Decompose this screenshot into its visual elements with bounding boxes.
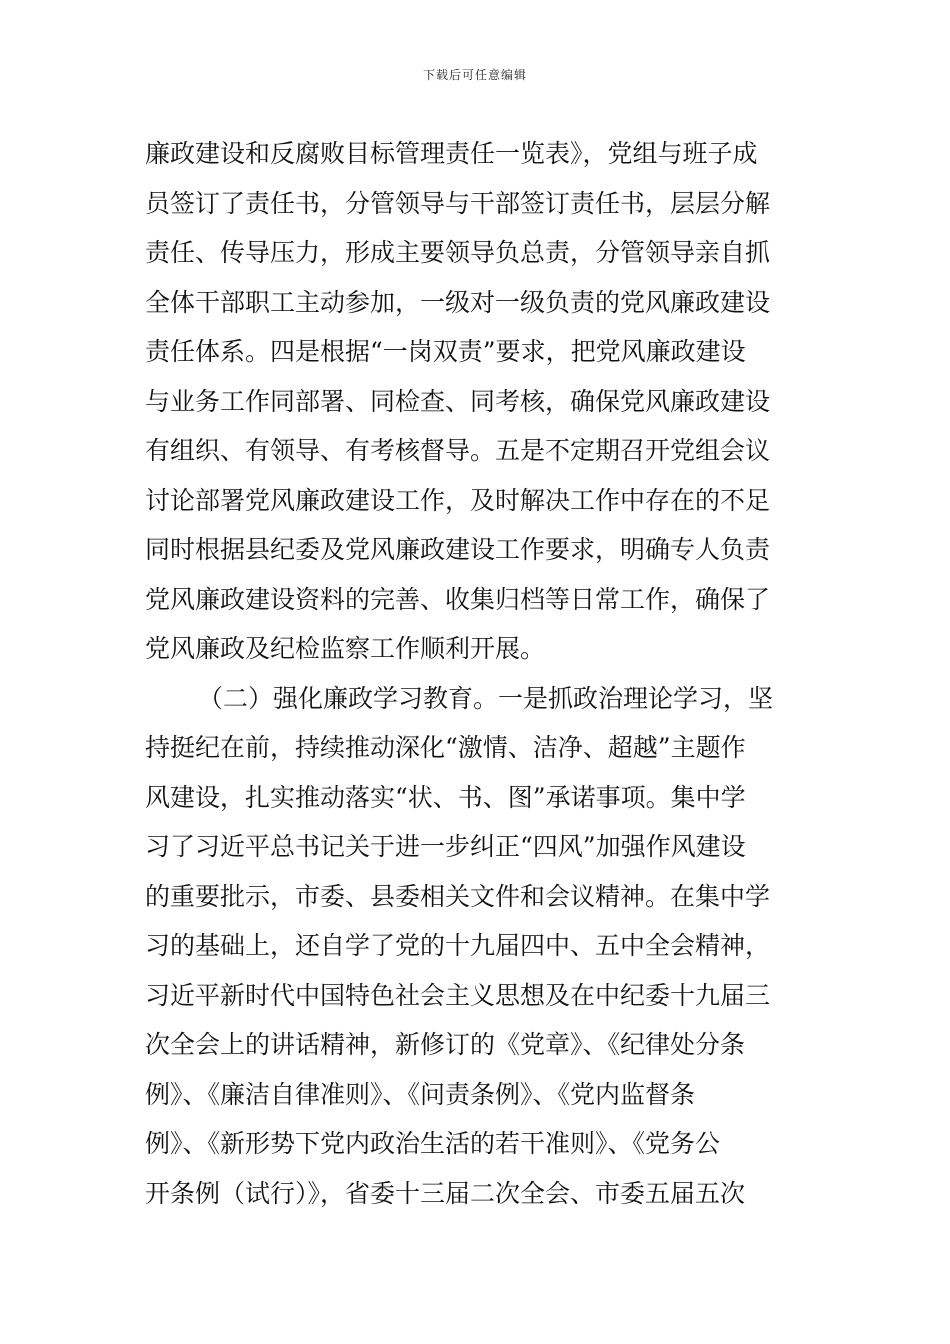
- text-line: 同时根据县纪委及党风廉政建设工作要求，明确专人负责: [145, 535, 771, 564]
- page-header: 下载后可任意编辑: [422, 68, 527, 82]
- text-line: 党风廉政建设资料的完善、收集归档等日常工作，确保了: [145, 584, 771, 614]
- text-line: 责任体系。四是根据“一岗双责”要求，把党风廉政建设: [145, 337, 746, 366]
- text-line: 全体干部职工主动参加，一级对一级负责的党风廉政建设: [145, 287, 771, 317]
- text-line: 次全会上的讲话精神，新修订的《党章》、《纪律处分条: [145, 1030, 746, 1059]
- text-line: 廉政建设和反腐败目标管理责任一览表》，党组与班子成: [145, 139, 758, 168]
- text-line: 员签订了责任书，分管领导与干部签订责任书，层层分解: [145, 188, 771, 218]
- text-line: 党风廉政及纪检监察工作顺利开展。: [145, 634, 546, 663]
- text-line: 责任、传导压力，形成主要领导负总责，分管领导亲自抓: [145, 238, 771, 267]
- text-line: 的重要批示，市委、县委相关文件和会议精神。在集中学: [145, 881, 771, 911]
- text-line: 讨论部署党风廉政建设工作，及时解决工作中存在的不足: [145, 485, 771, 515]
- section-heading-line: （二）强化廉政学习教育。一是抓政治理论学习，坚: [198, 683, 774, 713]
- text-line: 有组织、有领导、有考核督导。五是不定期召开党组会议: [145, 436, 771, 465]
- text-line: 习的基础上，还自学了党的十九届四中、五中全会精神，: [145, 931, 771, 960]
- text-line: 持挺纪在前，持续推动深化“激情、洁净、超越”主题作: [145, 733, 746, 762]
- text-line: 例》、《新形势下党内政治生活的若干准则》、《党务公: [145, 1129, 721, 1158]
- text-line: 开条例（试行）》，省委十三届二次全会、市委五届五次: [145, 1178, 746, 1208]
- text-line: 习近平新时代中国特色社会主义思想及在中纪委十九届三: [145, 980, 771, 1010]
- document-body: [145, 129, 815, 1218]
- text-line: 例》、《廉洁自律准则》、《问责条例》、《党内监督条: [145, 1079, 696, 1109]
- text-line: 与业务工作同部署、同检查、同考核，确保党风廉政建设: [145, 386, 771, 416]
- text-line: 习了习近平总书记关于进一步纠正“四风”加强作风建设: [145, 832, 746, 861]
- text-line: 风建设，扎实推动落实“状、书、图”承诺事项。集中学: [145, 782, 746, 812]
